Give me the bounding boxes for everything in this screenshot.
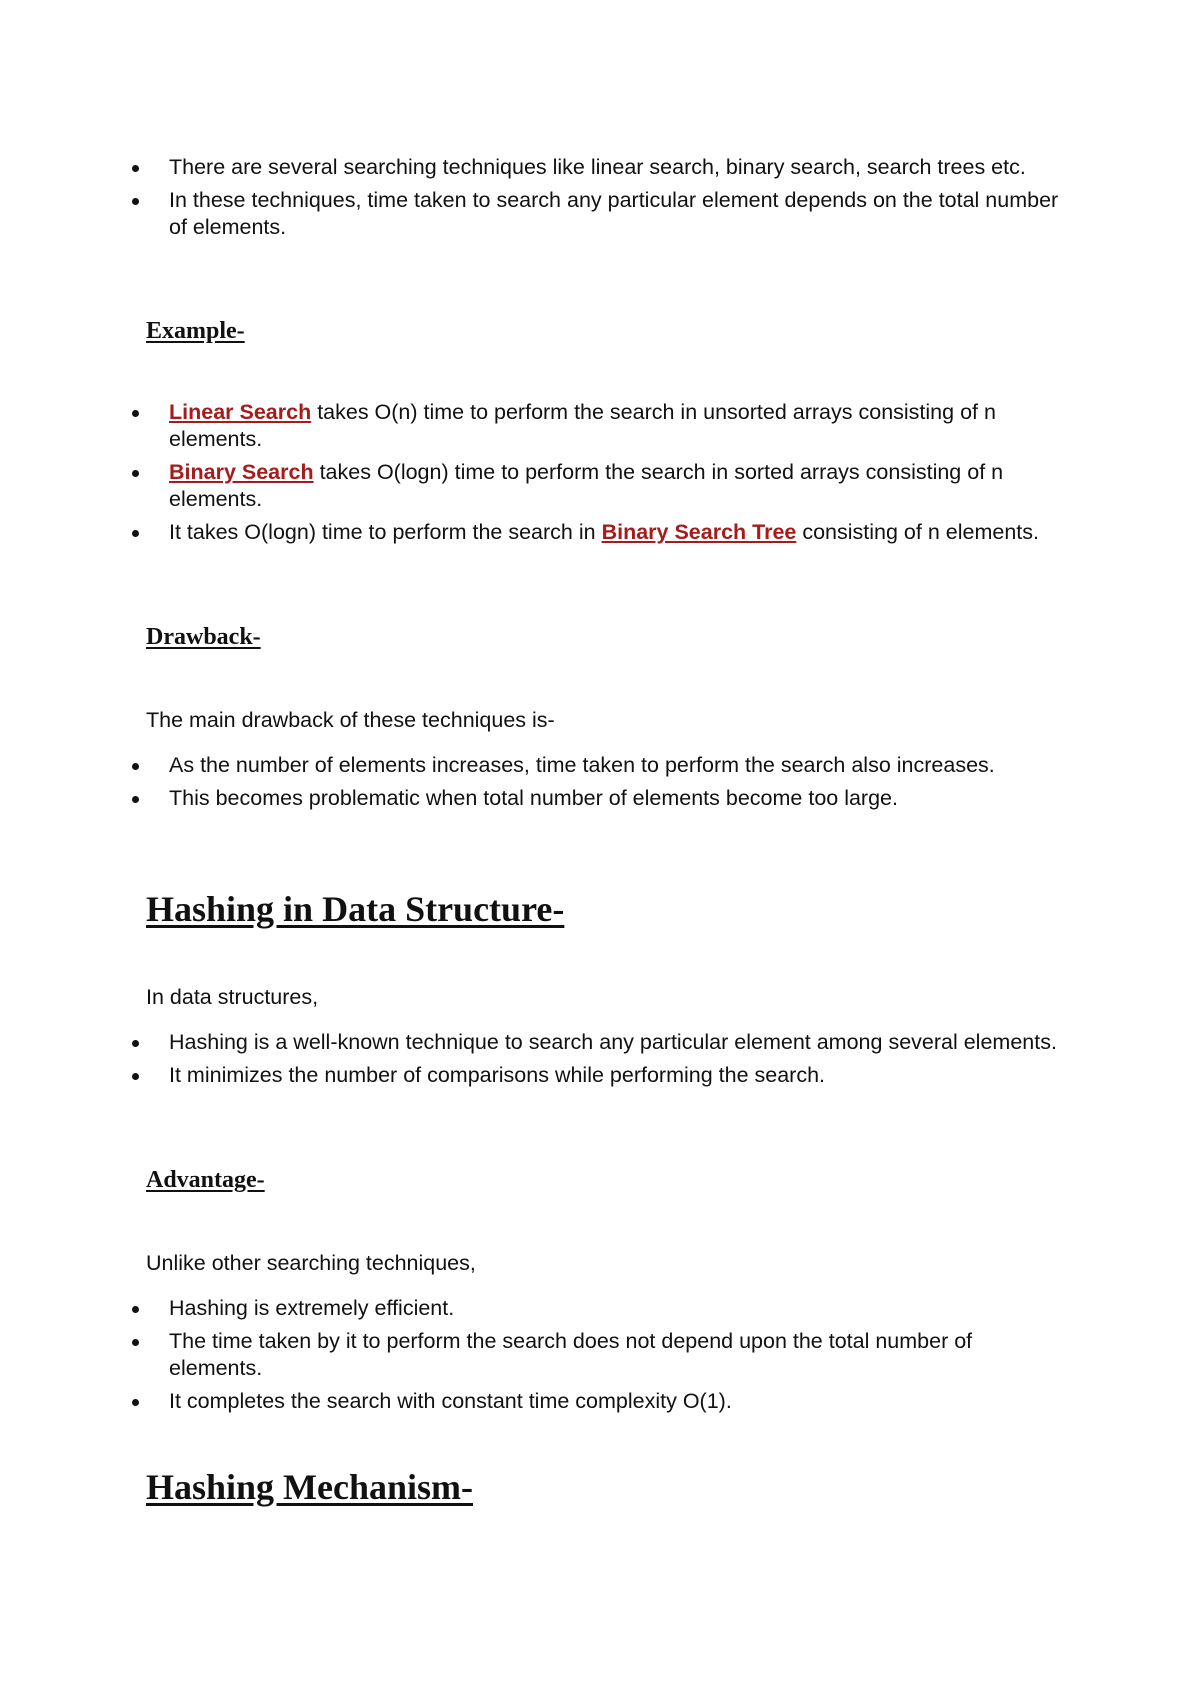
bullet-icon: [132, 1339, 139, 1346]
example-heading: Example-: [146, 318, 245, 344]
list-item: It minimizes the number of comparisons while performing the search.: [0, 1062, 1200, 1089]
intro-list: [0, 154, 1200, 247]
hashing-intro: In data structures,: [146, 985, 319, 1009]
advantage-intro: Unlike other searching techniques,: [146, 1251, 476, 1275]
list-item: In these techniques, time taken to search any particular element depends on the total number of elements.: [0, 187, 1200, 241]
list-item: There are several searching techniques like linear search, binary search, search trees etc.: [0, 154, 1200, 181]
bullet-icon: [132, 530, 139, 537]
hashing-list: [0, 1029, 1200, 1095]
drawback-heading: Drawback-: [146, 624, 261, 650]
bullet-icon: [132, 763, 139, 770]
list-item: It takes O(logn) time to perform the search in Binary Search Tree consisting of n elements.: [0, 519, 1200, 546]
example-list: [0, 399, 1200, 552]
bullet-icon: [132, 1040, 139, 1047]
advantage-list: [0, 1295, 1200, 1421]
list-item: Hashing is extremely efficient.: [0, 1295, 1200, 1322]
list-item: It completes the search with constant time complexity O(1).: [0, 1388, 1200, 1415]
hashing-heading: Hashing in Data Structure-: [146, 889, 565, 929]
advantage-heading: Advantage-: [146, 1167, 265, 1193]
binary-search-tree-link[interactable]: Binary Search Tree: [601, 520, 797, 544]
list-item: This becomes problematic when total number of elements become too large.: [0, 785, 1200, 812]
list-item: Hashing is a well-known technique to search any particular element among several elements.: [0, 1029, 1200, 1056]
bullet-icon: [132, 1073, 139, 1080]
bullet-icon: [132, 1306, 139, 1313]
mechanism-heading: Hashing Mechanism-: [146, 1467, 474, 1507]
drawback-list: [0, 752, 1200, 818]
bullet-icon: [132, 165, 139, 172]
list-item: As the number of elements increases, time taken to perform the search also increases.: [0, 752, 1200, 779]
binary-search-link[interactable]: Binary Search: [169, 460, 314, 484]
list-item: Binary Search takes O(logn) time to perform the search in sorted arrays consisting of n elements.: [0, 459, 1200, 513]
bullet-icon: [132, 198, 139, 205]
list-item: The time taken by it to perform the search does not depend upon the total number of elements.: [0, 1328, 1200, 1382]
bullet-icon: [132, 1399, 139, 1406]
drawback-intro: The main drawback of these techniques is-: [146, 708, 555, 732]
bullet-icon: [132, 796, 139, 803]
linear-search-link[interactable]: Linear Search: [169, 400, 312, 424]
list-item: Linear Search takes O(n) time to perform the search in unsorted arrays consisting of n elements.: [0, 399, 1200, 453]
bullet-icon: [132, 470, 139, 477]
bullet-icon: [132, 410, 139, 417]
